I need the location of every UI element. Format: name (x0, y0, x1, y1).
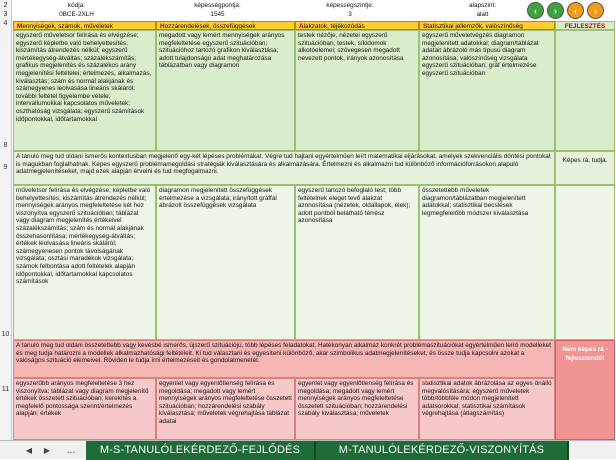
row-header-4[interactable]: 4 (0, 20, 12, 29)
row8-shapes-cell[interactable]: testek nézője, nézetei egyszerű szituációban; testek, síkidomok alkotóelemei; szövegesen megadott nevezett pontok, irányok azonosítása (295, 30, 419, 151)
row10-development-cell[interactable] (555, 185, 615, 340)
row11-development-cell[interactable]: Nem képes rá - fejlesztendő! (555, 340, 615, 440)
row10-numbers-cell[interactable]: műveletsor felírása és elvégzése; képletbe való behelyettesítés, kiszámítás átrendezés nélkül; mennyiségek arányos megfeleltetése két hez viszonyítva egyszerű szituációban; táblázat vagy diagram megjelenítés értékeivel százalékszámítás; szám és normál alakjának összehasonlítása; mértékegység-átváltás; értékek leolvasása lineáris skáláról; számegyenesen pontok távolságának vizsgálata; osztási maradékok vizsgálata; számok felbontása adott feltételek alapján időpontokkal, időtartamokkal kapcsolatos számítások (13, 185, 156, 340)
tab-scroll-right-icon[interactable]: ▶ (43, 445, 51, 455)
row9-development-cell[interactable]: Képes rá, tudja. (555, 151, 615, 185)
row9-description[interactable]: A tanuló meg tud oldani ismerős kontextusban megjelenő egy-két lépéses problémákat. Végre tud hajtani egyértelműen leírt matematikai eljárásokat, amelyek szekvenciális döntési pontokat is magukban foglalhatnak. Képes egyszerű problémamegoldási stratégiák kiválasztására és alkalmazására. Értelmezni és alkalmazni tud különböző információforrásokon alapuló adatmegjelenítéseket, majd ezek alapján érvelni és tud megfogalmazni. (13, 151, 555, 185)
tab-viszonyitas[interactable]: M-TANULÓLEKÉRDEZŐ-VISZONYÍTÁS (316, 441, 569, 460)
category-numbers: Mennyiségek, számok, műveletek (13, 21, 156, 30)
row11-description[interactable]: A tanuló meg tud oldani összetettebb vagy kevésbé ismerős, újszerű szituációjú, több lépéses feladatokat. Hatékonyan alkalmaz konkrét problémaszituációkat egyértelműen leíró modelleket és meg tudja határozni a modellek alkalmazhatósági feltételeit. Ki tud választani és egyesíteni különböző, akár szimbolikus adatmegjelenítéseket, és össze tudja kapcsolni azokat a valóságos szituáció elemeivel. Röviden le tudja írni értelmezéseit és gondolatmenetét. (13, 340, 555, 378)
row11-statistics-cell[interactable]: statisztikai adatok ábrázolása az egyes önálló megvalósítására; egyszerű műveletek több/többféle módon megjelenített adatsorokkal; statisztikai számítások végrehajtása (átlagszámítás) (419, 378, 555, 440)
category-relations: Hozzárendelések, összefüggések (156, 21, 295, 30)
tab-fejlodes[interactable]: M-S-TANULÓLEKÉRDEZŐ-FEJLŐDÉS (86, 441, 316, 460)
row10-statistics-cell[interactable]: összetettebb műveletek diagramon/táblázatban megjelenített adatokkal; statisztikai becslések legmegfelelőbb módszer kiválasztása (419, 185, 555, 340)
row11-shapes-cell[interactable]: egyenlet vagy egyenlőtlenség felírása és megoldása; megadott vagy lemért mennyiségek arányos megfeleltetése összetett szituációban; hozzárendelési szabály kiválasztása; műveletek (295, 378, 419, 440)
tab-ellipsis[interactable]: ... (66, 444, 76, 456)
level-value: 3 (348, 11, 352, 18)
row8-statistics-cell[interactable]: egyszerű műveletvégzés diagramon megjelenített adatokkal; diagram/táblázat adatait ábrázoló más típusú diagram azonosítása; valószínűség vizsgálata egyszerű szituációban; gráf értelmezése egyszerű szituációban (419, 30, 555, 151)
row-header-10[interactable]: 10 (0, 185, 12, 340)
next-orange-button[interactable]: › (587, 2, 604, 19)
row8-relations-cell[interactable]: megadott vagy lemért mennyiségek arányos megfeleltetése egyszerű szituációban; szituációhoz tartozó grafikon kiválasztása; adott tulajdonságú adat meghatározása táblázatban vagy diagramon (156, 30, 295, 151)
row10-shapes-cell[interactable]: egyszerű tartozó befoglaló test; több feltételnek eleget tevő alakzat azonosítása (nézetek, oldallapok, élek); adott pontból belátható térrész azonosítása (295, 185, 419, 340)
row11-numbers-cell[interactable]: egyszerűbb arányos megfeleltetése 3 hez viszonyítva; táblázat vagy diagram megjelenítő értékek összetett szituációban; kerekítés a megfelelő pontossága szerint/értelmezés alapján; értékek (13, 378, 156, 440)
category-shapes: Alakzatok, téjékozódás (295, 21, 419, 30)
row-header-11[interactable]: 11 (0, 340, 12, 440)
tab-scroll-left-icon[interactable]: ◀ (25, 445, 33, 455)
code-value: 0BCE-2XLH (59, 11, 94, 18)
sheet-tab-bar (0, 440, 616, 459)
row-header-8[interactable]: 8 (0, 29, 12, 151)
baseline-value: alatt (476, 11, 489, 18)
score-label: képességpontja: (194, 2, 241, 9)
row10-relations-cell[interactable]: diagramon megjelenített összefüggések értelmezése a vizsgálata; irány/tott gráffal ábrázolt összefüggések vizsgálata (156, 185, 295, 340)
prev-orange-button[interactable]: ‹ (567, 2, 584, 19)
row8-numbers-cell[interactable]: egyszerű műveletsor felírása és elvégzése; egyszerű képletbe való behelyettesítés, kiszámítás átrendezés nélkül; egyszerű mértékegység-átváltás; százalékszámítás; grafikus megjelenítés és százalékos arány megjelenítési feltételei; értelmezés, alkalmazás, kiválasztás; szám és normál alakjának és számegyenes leolvasása lineáris skáláról: további feltétel figyelembe vétele; intervallumokkal kapcsolatos műveletek; oszthatóság vizsgálata; egyszerű számítások időpontokkal, időtartamokkal (13, 30, 156, 151)
baseline-label: alapszint: (469, 2, 496, 9)
row-header-3[interactable]: 3 (0, 11, 12, 20)
row11-relations-cell[interactable]: egyenlet vagy egyenlőtlenség felírása és megoldása; megadott vagy lemért mennyiségek arányos megfeleltetése összetett szituációban; hozzárendelési szabály kiválasztása; műveletek végrehajtása táblázat adatai (156, 378, 295, 440)
prev-green-button[interactable]: ‹ (527, 2, 544, 19)
row8-development-cell[interactable] (555, 30, 615, 151)
category-statistics: Statisztikai jellemzők, valószínűség (419, 21, 555, 30)
row-header-2[interactable]: 2 (0, 0, 12, 11)
score-value: 1545 (210, 11, 225, 18)
next-green-button[interactable]: › (547, 2, 564, 19)
code-label: kódja: (67, 2, 86, 9)
level-label: képességszintje: (326, 2, 374, 9)
row-header-9[interactable]: 9 (0, 151, 12, 185)
development-header: FEJLESZTÉS (555, 21, 615, 30)
